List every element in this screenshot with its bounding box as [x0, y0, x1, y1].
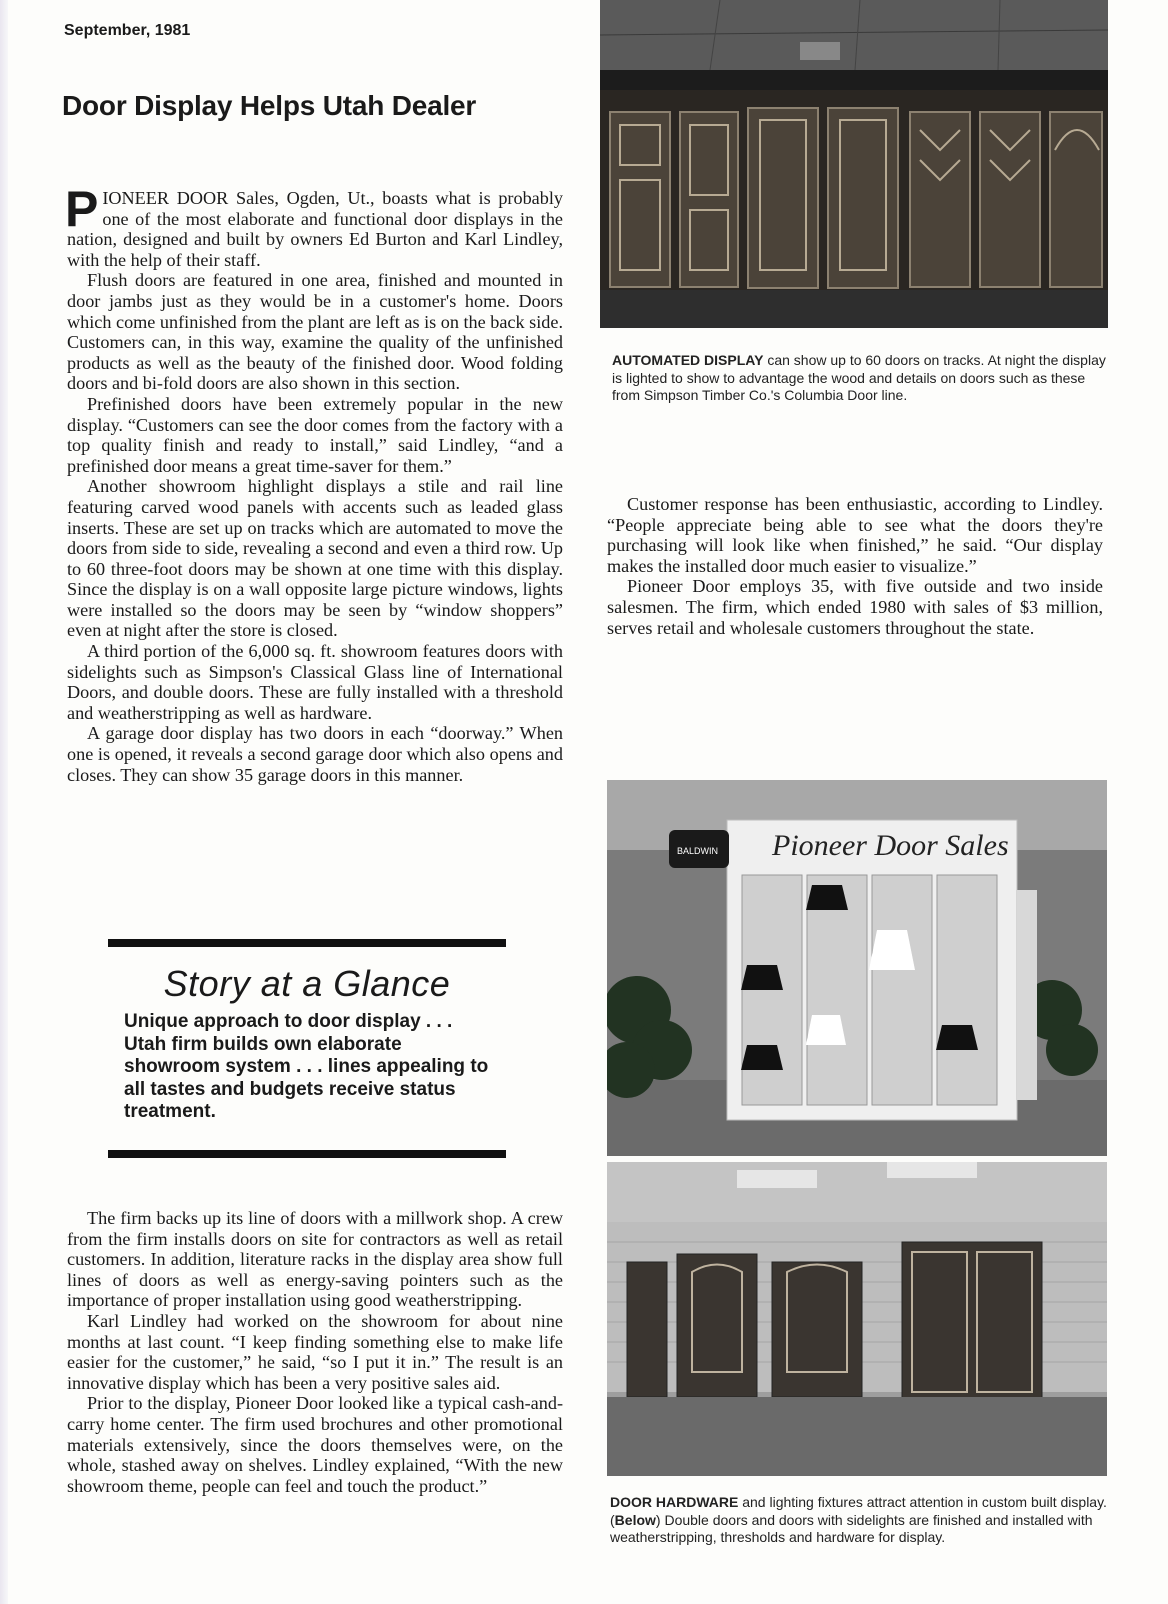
photo-caption-door-hardware [610, 1494, 1108, 1547]
paragraph: A third portion of the 6,000 sq. ft. showroom features doors with sidelights such as Simpson's Classical Glass line of International Doors, and double doors. These are fully installed with a threshold and weatherstripping as well as hardware. [67, 641, 563, 723]
paragraph: A garage door display has two doors in each “doorway.” When one is opened, it reveals a second garage door which also opens and closes. They can show 35 garage doors in this manner. [67, 723, 563, 785]
paragraph: Pioneer Door employs 35, with five outside and two inside salesmen. The firm, which ended 1980 with sales of $3 million, serves retail and wholesale customers throughout the state. [607, 576, 1103, 638]
paragraph-lead-text: IONEER DOOR Sales, Ogden, Ut., boasts what is probably one of the most elaborate and functional door displays in the nation, designed and built by owners Ed Burton and Karl Lindley, with the help of their staff. [67, 188, 563, 270]
dateline: September, 1981 [64, 22, 191, 39]
headline: Door Display Helps Utah Dealer [62, 90, 477, 121]
article-column-left-top [65, 181, 563, 785]
caption-text: and lighting fixtures attract attention in custom built display. ( [610, 1494, 1107, 1528]
paragraph: Karl Lindley had worked on the showroom for about nine months at last count. “I keep finding something else to make life easier for the customer,” he said, “so I put it in.” The result is an innovative display which has been a very positive sales aid. [67, 1310, 563, 1393]
caption-lead: DOOR HARDWARE [610, 1494, 739, 1510]
paragraph: The firm backs up its line of doors with a millwork shop. A crew from the firm installs doors on site for contractors as well as retail customers. In addition, literature racks in the display area show full lines of doors as well as energy-saving pointers such as the importance of proper installation using good weatherstripping. [67, 1208, 563, 1311]
caption-text: ) Double doors and doors with sidelights are finished and installed with weatherstripping, thresholds and hardware for display. [610, 1511, 1093, 1545]
caption-text: can show up to 60 doors on tracks. At night the display is lighted to show to advantage the wood and details on doors such as these from Simpson Timber Co.'s Columbia Door line. [612, 352, 1106, 403]
paragraph-lead [65, 181, 563, 270]
photo-caption-automated-display [612, 352, 1108, 405]
glance-bottom-rule [108, 1150, 506, 1158]
baldwin-sign-text: BALDWIN [677, 846, 719, 856]
photo-hardware-display [607, 780, 1107, 1156]
drop-cap: P [65, 181, 99, 237]
binding-margin [0, 0, 8, 1604]
article-column-left-bottom [67, 1208, 563, 1496]
paragraph: Customer response has been enthusiastic, according to Lindley. “People appreciate being able to see what the doors they're purchasing will look like when finished,” he said. “Our display makes the installed door much easier to visualize.” [607, 494, 1103, 576]
paragraph: Another showroom highlight displays a stile and rail line featuring carved wood panels with accents such as leaded glass inserts. These are set up on tracks which are automated to move the doors from side to side, revealing a second and even a third row. Up to 60 three-foot doors may be shown at one time with this display. Since the display is on a wall opposite large picture windows, lights were installed so the doors may be seen by “window shoppers” even at night after the store is closed. [67, 476, 563, 641]
glance-summary: Unique approach to door display . . . Utah firm builds own elaborate showroom system . . . lines appealing to all tastes and budgets receive status treatment. [124, 1011, 489, 1122]
glance-top-rule [108, 939, 506, 947]
glance-title: Story at a Glance [163, 963, 451, 1004]
paragraph: Prior to the display, Pioneer Door looked like a typical cash-and-carry home center. The firm used brochures and other promotional materials extensively, since the doors themselves were, on the whole, stashed away on shelves. Lindley explained, “With the new showroom theme, people can feel and touch the product.” [67, 1393, 563, 1496]
photo-automated-door-display [600, 0, 1108, 328]
paragraph: Prefinished doors have been extremely popular in the new display. “Customers can see the door comes from the factory with a top quality finish and ready to install,” said Lindley, “and a prefinished door means a great time-saver for them.” [67, 393, 563, 476]
caption-below-label: Below [614, 1511, 656, 1528]
story-at-a-glance-box [108, 939, 506, 1158]
photo-sidelight-doors [607, 1162, 1107, 1476]
pioneer-sign-text: Pioneer Door Sales [772, 829, 1009, 862]
article-column-right [607, 494, 1103, 638]
paragraph: Flush doors are featured in one area, finished and mounted in door jambs just as they would be in a customer's home. Doors which come unfinished from the plant are left as is on the back side. Customers can, in this way, examine the quality of the unfinished products as well as the beauty of the finished door. Wood folding doors and bi-fold doors are also shown in this section. [67, 270, 563, 394]
caption-lead: AUTOMATED DISPLAY [612, 352, 764, 368]
